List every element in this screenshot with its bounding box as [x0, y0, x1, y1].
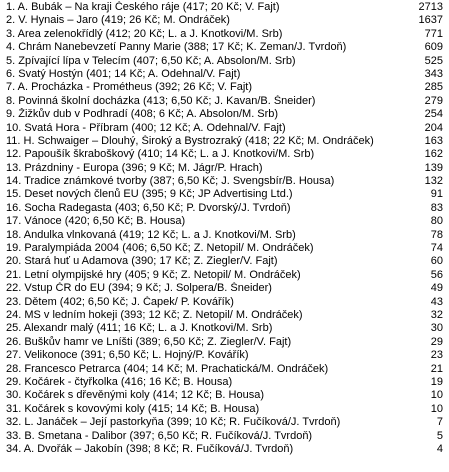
list-item — [0, 14, 449, 27]
entry-text: 9. Žižkův dub v Podhradí (408; 6 Kč; A. Absolon/M. Srb) — [6, 108, 279, 121]
entry-value: 74 — [430, 242, 443, 255]
entry-value: 30 — [430, 322, 443, 335]
entry-text: 16. Socha Radegasta (403; 6,50 Kč; P. Dvorský/J. Tvrdoň) — [6, 201, 291, 214]
entry-text: 15. Deset nových členů EU (395; 9 Kč; JP Advertising Ltd.) — [6, 188, 293, 201]
list-item — [0, 108, 449, 121]
entry-text: 11. H. Schwaiger – Dlouhý, Široký a Bystrozraký (418; 22 Kč; M. Ondráček) — [6, 134, 374, 147]
list-item — [0, 255, 449, 268]
list-item — [0, 349, 449, 362]
list-item — [0, 95, 449, 108]
list-item — [0, 41, 449, 54]
entry-text: 7. A. Procházka - Prométheus (392; 26 Kč; V. Fajt) — [6, 81, 252, 94]
entry-text: 26. Buškův hamr ve Lníšti (389; 6,50 Kč; Z. Ziegler/V. Fajt) — [6, 335, 292, 348]
list-item — [0, 322, 449, 335]
list-item — [0, 215, 449, 228]
entry-text: 17. Vánoce (420; 6,50 Kč; B. Housa) — [6, 215, 186, 228]
entry-text: 31. Kočárek s kovovými koly (415; 14 Kč; B. Housa) — [6, 402, 260, 415]
list-item — [0, 443, 449, 456]
entry-text: 25. Alexandr malý (411; 16 Kč; L. a J. Knotkovi/M. Srb) — [6, 322, 273, 335]
entry-value: 7 — [436, 416, 443, 429]
entry-text: 32. L. Janáček – Její pastorkyňa (399; 10 Kč; R. Fučíková/J. Tvrdoň) — [6, 416, 341, 429]
entry-value: 23 — [430, 349, 443, 362]
entry-text: 24. MS v ledním hokeji (393; 12 Kč; Z. Netopil/ M. Ondráček) — [6, 308, 303, 321]
entry-value: 254 — [424, 108, 443, 121]
list-item — [0, 430, 449, 443]
entry-value: 29 — [430, 335, 443, 348]
entry-value: 132 — [424, 175, 443, 188]
list-item — [0, 175, 449, 188]
list-item — [0, 1, 449, 14]
list-item — [0, 269, 449, 282]
entry-value: 80 — [430, 215, 443, 228]
entry-text: 8. Povinná školní docházka (413; 6,50 Kč; J. Kavan/B. Šneider) — [6, 94, 316, 107]
entry-text: 34. A. Dvořák – Jakobín (398; 8 Kč; R. Fučíková/J. Tvrdoň) — [6, 442, 294, 455]
list-item — [0, 202, 449, 215]
list-item — [0, 162, 449, 175]
entry-text: 29. Kočárek - čtyřkolka (416; 16 Kč; B. Housa) — [6, 375, 233, 388]
entry-text: 13. Prázdniny - Europa (396; 9 Kč; M. Jágr/P. Hrach) — [6, 161, 263, 174]
entry-value: 525 — [424, 54, 443, 67]
list-item — [0, 296, 449, 309]
entry-text: 10. Svatá Hora - Příbram (400; 12 Kč; A. Odehnal/V. Fajt) — [6, 121, 286, 134]
entry-value: 162 — [424, 148, 443, 161]
entry-value: 609 — [424, 41, 443, 54]
entry-value: 1637 — [418, 14, 443, 27]
list-item — [0, 376, 449, 389]
entry-text: 4. Chrám Nanebevzetí Panny Marie (388; 17 Kč; K. Zeman/J. Tvrdoň) — [6, 41, 347, 54]
entry-text: 21. Letní olympijské hry (405; 9 Kč; Z. Netopil/ M. Ondráček) — [6, 268, 301, 281]
entry-value: 91 — [430, 188, 443, 201]
entry-text: 28. Francesco Petrarca (404; 14 Kč; M. Prachatická/M. Ondráček) — [6, 362, 329, 375]
entry-value: 139 — [424, 161, 443, 174]
entry-value: 10 — [430, 389, 443, 402]
entry-value: 771 — [424, 27, 443, 40]
list-item — [0, 135, 449, 148]
list-item — [0, 28, 449, 41]
list-item — [0, 55, 449, 68]
entry-text: 30. Kočárek s dřevěnými koly (414; 12 Kč; B. Housa) — [6, 389, 265, 402]
entry-value: 163 — [424, 134, 443, 147]
entry-value: 4 — [436, 442, 443, 455]
entry-value: 343 — [424, 67, 443, 80]
list-item — [0, 122, 449, 135]
entry-value: 204 — [424, 121, 443, 134]
entry-value: 2713 — [418, 1, 443, 13]
list-item — [0, 81, 449, 94]
entry-value: 5 — [436, 429, 443, 442]
entry-value: 43 — [430, 295, 443, 308]
entry-value: 10 — [430, 402, 443, 415]
entry-value: 32 — [430, 308, 443, 321]
list-item — [0, 389, 449, 402]
entry-text: 27. Velikonoce (391; 6,50 Kč; L. Hojný/P. Kovářík) — [6, 349, 249, 362]
list-item — [0, 282, 449, 295]
entry-text: 19. Paralympiáda 2004 (406; 6,50 Kč; Z. Netopil/ M. Ondráček) — [6, 242, 314, 255]
entry-text: 22. Vstup ČR do EU (394; 9 Kč; J. Solpera/B. Šneider) — [6, 282, 272, 295]
list-item — [0, 229, 449, 242]
list-item — [0, 188, 449, 201]
entry-text: 23. Dětem (402; 6,50 Kč; J. Čapek/ P. Kovářík) — [6, 295, 234, 308]
entry-value: 60 — [430, 255, 443, 268]
entry-text: 2. V. Hynais – Jaro (419; 26 Kč; M. Ondráček) — [6, 14, 230, 27]
entry-value: 78 — [430, 228, 443, 241]
entry-text: 1. A. Bubák – Na kraji Českého ráje (417; 20 Kč; V. Fajt) — [6, 1, 280, 13]
entry-text: 6. Svatý Hostýn (401; 14 Kč; A. Odehnal/V. Fajt) — [6, 67, 241, 80]
list-item — [0, 242, 449, 255]
entry-text: 33. B. Smetana - Dalibor (397; 6,50 Kč; R. Fučíková/J. Tvrdoň) — [6, 429, 313, 442]
entry-value: 279 — [424, 94, 443, 107]
entry-value: 49 — [430, 282, 443, 295]
list-item — [0, 148, 449, 161]
list-item — [0, 309, 449, 322]
list-item — [0, 363, 449, 376]
list-item — [0, 68, 449, 81]
entry-text: 12. Papoušík škraboškový (410; 14 Kč; L. a J. Knotkovi/M. Srb) — [6, 148, 315, 161]
entry-value: 285 — [424, 81, 443, 94]
entry-text: 18. Andulka vlnkovaná (419; 12 Kč; L. a J. Knotkovi/M. Srb) — [6, 228, 296, 241]
entry-value: 21 — [430, 362, 443, 375]
list-item — [0, 336, 449, 349]
entry-value: 83 — [430, 201, 443, 214]
entry-text: 5. Zpívající lípa v Telecím (407; 6,50 Kč; A. Absolon/M. Srb) — [6, 54, 296, 67]
entry-text: 3. Area zelenokřídlý (412; 20 Kč; L. a J. Knotkovi/M. Srb) — [6, 27, 283, 40]
list-item — [0, 403, 449, 416]
entry-text: 20. Stará huť u Adamova (390; 17 Kč; Z. Ziegler/V. Fajt) — [6, 255, 278, 268]
entry-value: 19 — [430, 375, 443, 388]
list-item — [0, 416, 449, 429]
entry-value: 56 — [430, 268, 443, 281]
entry-text: 14. Tradice známkové tvorby (387; 6,50 Kč; J. Svengsbír/B. Housa) — [6, 175, 335, 188]
